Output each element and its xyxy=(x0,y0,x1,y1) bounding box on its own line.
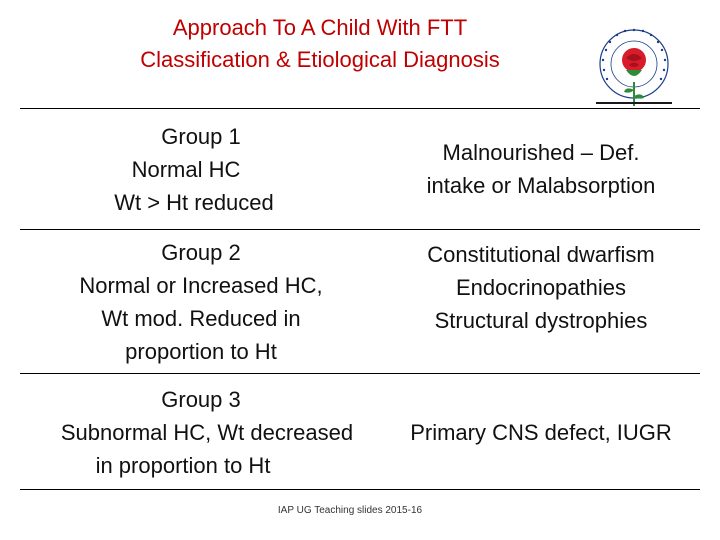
cell-line: Structural dystrophies xyxy=(434,308,648,333)
cell-line: Group 1 xyxy=(161,123,241,149)
table-row-group-1 xyxy=(20,109,700,229)
cell-line: in proportion to Ht xyxy=(95,452,271,478)
cell-line: Subnormal HC, Wt decreased xyxy=(60,419,354,445)
classification-table xyxy=(20,108,700,490)
cell-line: Group 3 xyxy=(161,386,241,412)
table-row-group-3 xyxy=(20,373,700,490)
group-1-etiology-cell xyxy=(382,109,700,229)
group-2-etiology-cell xyxy=(382,230,700,374)
footer-credit: IAP UG Teaching slides 2015-16 xyxy=(277,505,423,516)
group-2-cell xyxy=(20,230,382,374)
group-3-cell xyxy=(20,374,382,490)
cell-line: Endocrinopathies xyxy=(455,275,626,300)
cell-line: Primary CNS defect, IUGR xyxy=(410,419,672,445)
title-line-1: Approach To A Child With FTT xyxy=(172,15,468,40)
cell-line: proportion to Ht xyxy=(125,339,277,364)
title-line-2: Classification & Etiological Diagnosis xyxy=(140,47,500,72)
group-3-etiology-cell xyxy=(382,374,700,490)
iap-logo xyxy=(588,20,680,108)
cell-line: Constitutional dwarfism xyxy=(427,242,655,267)
cell-line: Malnourished – Def. xyxy=(442,140,640,165)
cell-line: intake or Malabsorption xyxy=(426,173,656,198)
cell-line: Normal HC xyxy=(131,156,241,182)
cell-line: Group 2 xyxy=(161,240,241,265)
table-row-group-2 xyxy=(20,229,700,374)
group-1-cell xyxy=(20,109,382,229)
cell-line: Wt mod. Reduced in xyxy=(101,306,301,331)
cell-line: Wt > Ht reduced xyxy=(114,189,274,215)
cell-line: Normal or Increased HC, xyxy=(79,273,323,298)
slide-title xyxy=(0,12,640,76)
